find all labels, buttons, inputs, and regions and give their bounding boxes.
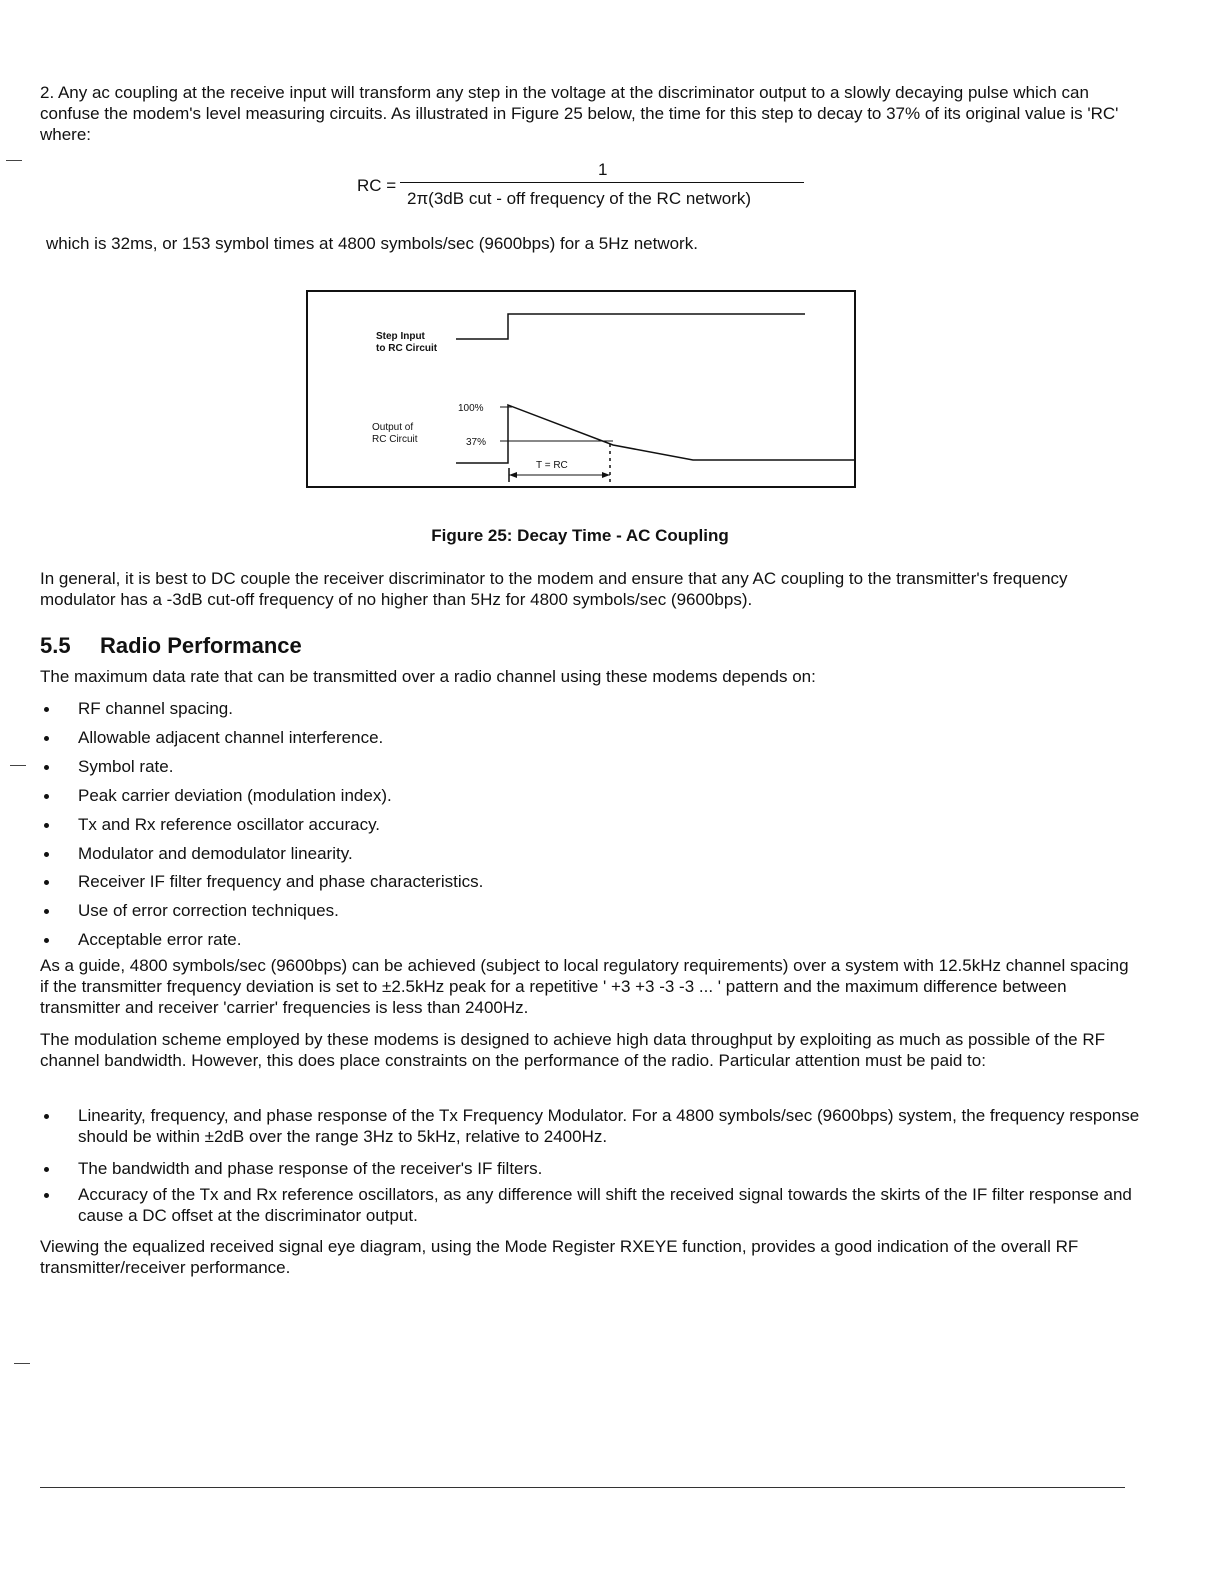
attention-list	[40, 1105, 1140, 1226]
footer-rule	[40, 1487, 1125, 1488]
list-item: Tx and Rx reference oscillator accuracy.	[40, 814, 1140, 843]
list-item: Modulator and demodulator linearity.	[40, 843, 1140, 871]
list-item: Symbol rate.	[40, 756, 1140, 785]
list-item: Accuracy of the Tx and Rx reference oscillators, as any difference will shift the received signal towards the skirts of the IF filter response and cause a DC offset at the discriminator output.	[40, 1184, 1140, 1226]
bullet-icon	[44, 736, 49, 741]
bullet-icon	[44, 852, 49, 857]
t-rc-label: T = RC	[536, 460, 568, 471]
factor-list	[40, 698, 1140, 958]
t-arrow-left-head	[509, 472, 517, 478]
paragraph-rc-value: which is 32ms, or 153 symbol times at 4800 symbols/sec (9600bps) for a 5Hz network.	[46, 234, 698, 253]
output-label-2: RC Circuit	[372, 434, 418, 445]
paragraph-dc-couple: In general, it is best to DC couple the receiver discriminator to the modem and ensure that any AC coupling to the transmitter's frequency modulator has a -3dB cut-off frequency of no higher than 5Hz for 4800 symbols/sec (9600bps).	[40, 569, 1068, 609]
step-input-waveform	[456, 314, 805, 339]
list-item: Acceptable error rate.	[40, 929, 1140, 958]
pct-37-label: 37%	[466, 437, 487, 448]
bullet-icon	[44, 880, 49, 885]
list-item: Use of error correction techniques.	[40, 900, 1140, 929]
section-number: 5.5	[40, 633, 71, 658]
equation-numerator: 1	[598, 160, 608, 179]
paragraph-intro: The maximum data rate that can be transmitted over a radio channel using these modems depends on:	[40, 667, 816, 686]
list-item: Allowable adjacent channel interference.	[40, 727, 1140, 756]
output-waveform	[456, 405, 854, 463]
bullet-icon	[44, 909, 49, 914]
pct-100-label: 100%	[458, 403, 484, 414]
bullet-icon	[44, 938, 49, 943]
bullet-icon	[44, 707, 49, 712]
paragraph-modulation: The modulation scheme employed by these modems is designed to achieve high data throughput by exploiting as much as possible of the RF channel bandwidth. However, this does place constraints on the performance of the radio. Particular attention must be paid to:	[40, 1030, 1106, 1070]
margin-mark	[10, 765, 26, 766]
list-item: The bandwidth and phase response of the receiver's IF filters.	[40, 1158, 1140, 1184]
equation-lhs: RC =	[357, 176, 397, 195]
step-input-label-1: Step Input	[376, 331, 425, 342]
paragraph-viewing: Viewing the equalized received signal eye diagram, using the Mode Register RXEYE function, provides a good indication of the overall RF transmitter/receiver performance.	[40, 1237, 1079, 1277]
bullet-icon	[44, 794, 49, 799]
list-item: Peak carrier deviation (modulation index).	[40, 785, 1140, 814]
list-item: Receiver IF filter frequency and phase characteristics.	[40, 871, 1140, 900]
figure-decay-time	[306, 290, 856, 488]
step-input-label-2: to RC Circuit	[376, 343, 438, 354]
section-title: Radio Performance	[100, 633, 302, 658]
figure-caption: Figure 25: Decay Time - AC Coupling	[431, 526, 729, 545]
section-heading	[40, 633, 302, 659]
margin-mark	[14, 1363, 30, 1364]
equation-fraction-bar	[400, 182, 804, 183]
bullet-icon	[44, 765, 49, 770]
list-item: RF channel spacing.	[40, 698, 1140, 727]
bullet-icon	[44, 1114, 49, 1119]
list-item: Linearity, frequency, and phase response of the Tx Frequency Modulator. For a 4800 symbols/sec (9600bps) system, the frequency response should be within ±2dB over the range 3Hz to 5kHz, relative to 2400Hz.	[40, 1105, 1140, 1158]
equation-denominator: 2π(3dB cut - off frequency of the RC network)	[407, 189, 752, 208]
paragraph-guide: As a guide, 4800 symbols/sec (9600bps) can be achieved (subject to local regulatory requirements) over a system with 12.5kHz channel spacing if the transmitter frequency deviation is set to ±2.5kHz peak for a repetitive ' +3 +3 -3 -3 ... ' pattern and the maximum difference between transmitter and receiver 'carrier' frequencies is less than 2400Hz.	[40, 956, 1129, 1017]
output-label-1: Output of	[372, 422, 414, 433]
bullet-icon	[44, 1193, 49, 1198]
margin-mark	[6, 160, 22, 161]
bullet-icon	[44, 823, 49, 828]
bullet-icon	[44, 1167, 49, 1172]
decay-diagram	[308, 292, 854, 486]
paragraph-ac-coupling: 2. Any ac coupling at the receive input will transform any step in the voltage at the discriminator output to a slowly decaying pulse which can confuse the modem's level measuring circuits. As illustrated in Figure 25 below, the time for this step to decay to 37% of its original value is 'RC' where:	[40, 83, 1119, 144]
t-arrow-right-head	[602, 472, 610, 478]
